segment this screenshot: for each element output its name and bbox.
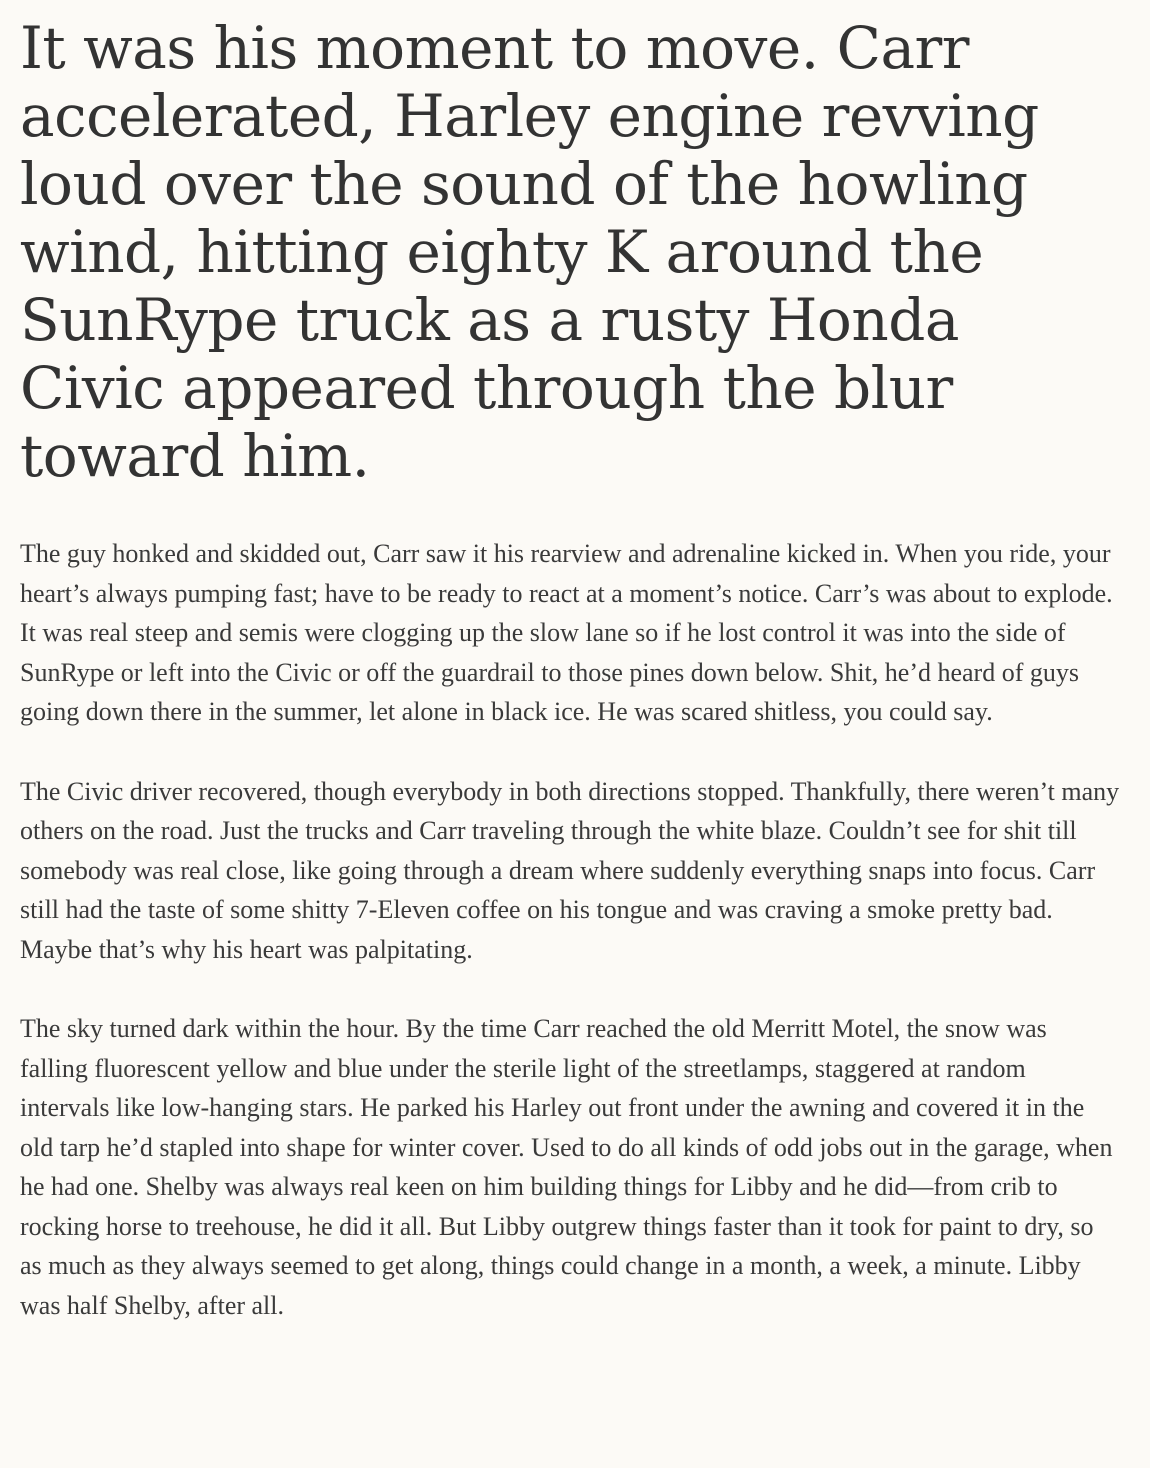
- body-paragraph-1: The guy honked and skidded out, Carr saw it his rearview and adrenaline kicked in. When you ride, your heart’s always pumping fast; have to be ready to react at a moment’s notice. Carr’s was about to explode. It was real steep and semis were clogging up the slow lane so if he lost control it was into the side of SunRype or left into the Civic or off the guardrail to those pines down below. Shit, he’d heard of guys going down there in the summer, let alone in black ice. He was scared shitless, you could say.: [20, 539, 1113, 726]
- lead-paragraph: It was his moment to move. Carr accelerated, Harley engine revving loud over the sound of the howling wind, hitting eighty K around the SunRype truck as a rusty Honda Civic appeared through the blur toward him.: [20, 14, 1039, 490]
- body-paragraph-2: The Civic driver recovered, though everybody in both directions stopped. Thankfully, there weren’t many others on the road. Just the trucks and Carr traveling through the white blaze. Couldn’t see for shit till somebody was real close, like going through a dream where suddenly everything snaps into focus. Carr still had the taste of some shitty 7-Eleven coffee on his tongue and was craving a smoke pretty bad. Maybe that’s why his heart was palpitating.: [20, 776, 1120, 964]
- body-paragraph-3: The sky turned dark within the hour. By the time Carr reached the old Merritt Motel, the snow was falling fluorescent yellow and blue under the sterile light of the streetlamps, staggered at random intervals like low-hanging stars. He parked his Harley out front under the awning and covered it in the old tarp he’d stapled into shape for winter cover. Used to do all kinds of odd jobs out in the garage, when he had one. Shelby was always real keen on him building things for Libby and he did—from crib to rocking horse to treehouse, he did it all. But Libby outgrew things faster than it took for paint to dry, so as much as they always seemed to get along, things could change in a month, a week, a minute. Libby was half Shelby, after all.: [20, 1014, 1113, 1320]
- article-body: [20, 534, 1120, 1325]
